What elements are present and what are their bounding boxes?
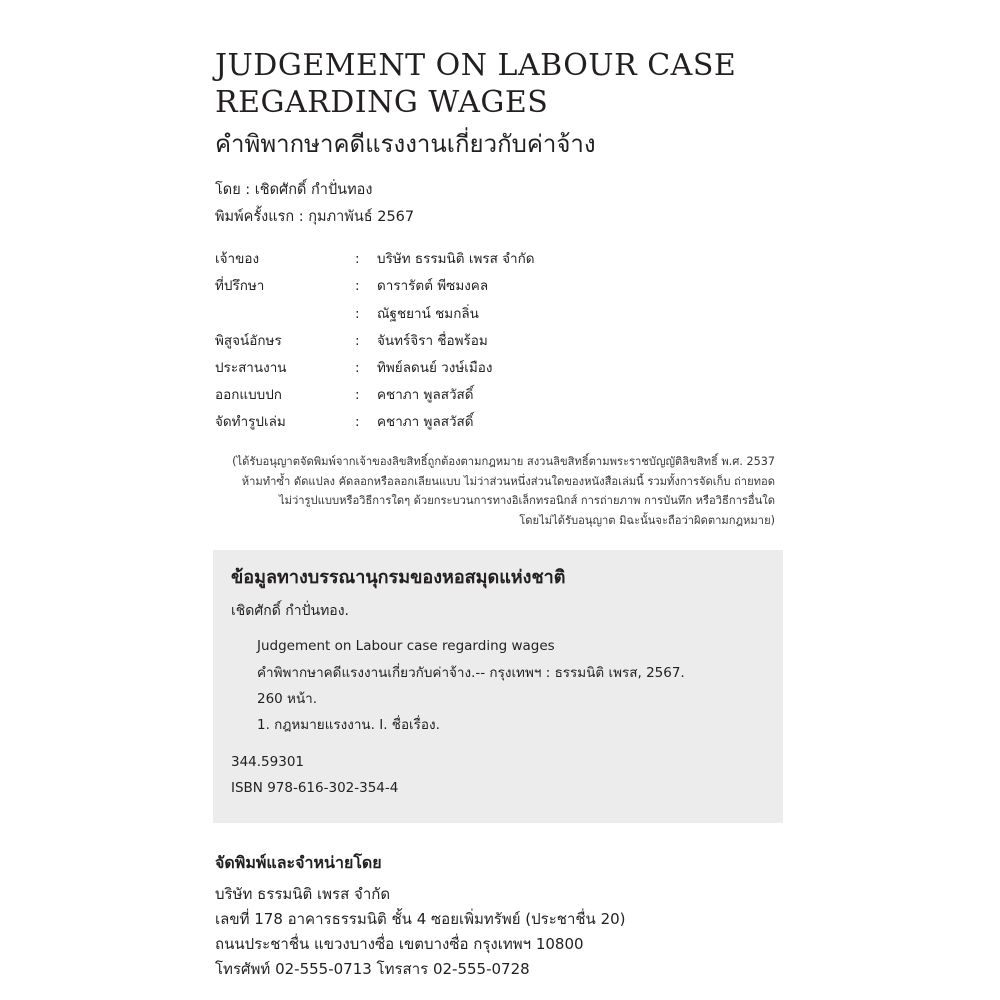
publisher-line: บริษัท ธรรมนิติ เพรส จำกัด (215, 885, 391, 904)
credit-role: ประสานงาน (215, 359, 287, 376)
page-title-english: JUDGEMENT ON LABOUR CASE REGARDING WAGES (215, 48, 737, 120)
publisher-line: โทรศัพท์ 02-555-0713 โทรสาร 02-555-0728 (215, 959, 530, 978)
credit-name: ดารารัตต์ พีซมงคล (377, 278, 489, 295)
credit-colon: : (355, 278, 360, 295)
credit-name: คชาภา พูลสวัสดิ์ (377, 387, 474, 404)
credit-role: จัดทำรูปเล่ม (215, 414, 286, 431)
credit-colon: : (355, 387, 360, 404)
cip-line: 1. กฎหมายแรงงาน. I. ชื่อเรื่อง. (257, 717, 440, 734)
cip-author: เชิดศักดิ์ กำปั่นทอง. (231, 602, 350, 619)
credit-colon: : (355, 305, 360, 322)
cip-line: Judgement on Labour case regarding wages (257, 638, 555, 655)
table-row (215, 409, 717, 436)
cip-block (213, 550, 783, 823)
copyright-line: ไม่ว่ารูปแบบหรือวิธีการใดๆ ด้วยกระบวนการทางอิเล็กทรอนิกส์ การถ่ายภาพ การบันทึก หรือวิธีการอื่นใด (278, 494, 775, 508)
credit-colon: : (355, 359, 360, 376)
credit-role (215, 300, 355, 327)
publisher-line: เลขที่ 178 อาคารธรรมนิติ ชั้น 4 ซอยเพิ่มทรัพย์ (ประชาชื่น 20) (215, 910, 626, 929)
document-content (215, 48, 785, 981)
credit-colon: : (355, 332, 360, 349)
credit-name: จันทร์จิรา ชื่อพร้อม (377, 332, 488, 349)
cip-line: 260 หน้า. (257, 691, 318, 708)
credits-table (215, 246, 717, 437)
table-row (215, 354, 717, 381)
page-title-thai: คำพิพากษาคดีแรงงานเกี่ยวกับค่าจ้าง (215, 130, 596, 159)
cip-spacer (231, 739, 765, 749)
credit-name: คชาภา พูลสวัสดิ์ (377, 414, 474, 431)
table-row (215, 273, 717, 300)
credit-role: เจ้าของ (215, 251, 260, 268)
credit-role: ออกแบบปก (215, 387, 282, 404)
publisher-line: ถนนประชาชื่น แขวงบางซื่อ เขตบางซื่อ กรุงเทพฯ 10800 (215, 934, 584, 953)
table-row (215, 300, 717, 327)
author-byline: โดย : เชิดศักดิ์ กำปั่นทอง (215, 182, 373, 199)
publisher-heading: จัดพิมพ์และจำหน่ายโดย (215, 853, 382, 873)
credit-colon: : (355, 251, 360, 268)
cip-isbn: ISBN 978-616-302-354-4 (231, 780, 399, 797)
cip-ddc: 344.59301 (231, 753, 305, 770)
credit-name: บริษัท ธรรมนิติ เพรส จำกัด (377, 251, 535, 268)
copyright-line: ห้ามทำซ้ำ ดัดแปลง คัดลอกหรือลอกเลียนแบบ ไม่ว่าส่วนหนึ่งส่วนใดของหนังสือเล่มนี้ รวมทั้งการจัดเก็บ ถ่ายทอด (241, 474, 775, 488)
cip-entry (257, 633, 765, 738)
credit-role: พิสูจน์อักษร (215, 332, 282, 349)
copyright-line: โดยไม่ได้รับอนุญาต มิฉะนั้นจะถือว่าผิดตามกฎหมาย) (519, 513, 775, 527)
cip-heading: ข้อมูลทางบรรณานุกรมของหอสมุดแห่งชาติ (231, 567, 566, 589)
credit-name: ทิพย์ลดนย์ วงษ์เมือง (377, 359, 493, 376)
table-row (215, 382, 717, 409)
cip-line: คำพิพากษาคดีแรงงานเกี่ยวกับค่าจ้าง.-- กรุงเทพฯ : ธรรมนิติ เพรส, 2567. (257, 664, 685, 681)
table-row (215, 327, 717, 354)
copyright-line: (ได้รับอนุญาตจัดพิมพ์จากเจ้าของลิขสิทธิ์ถูกต้องตามกฎหมาย สงวนลิขสิทธิ์ตามพระราชบัญญัติลิขสิทธิ์ พ.ศ. 2537 (232, 455, 775, 469)
edition-statement: พิมพ์ครั้งแรก : กุมภาพันธ์ 2567 (215, 209, 415, 226)
table-row (215, 246, 717, 273)
credit-colon: : (355, 414, 360, 431)
credit-role: ที่ปรึกษา (215, 278, 265, 295)
copyright-notice (215, 452, 775, 530)
publisher-block (215, 851, 785, 981)
credit-name: ณัฐชยาน์ ชมกลิ่น (377, 305, 479, 322)
